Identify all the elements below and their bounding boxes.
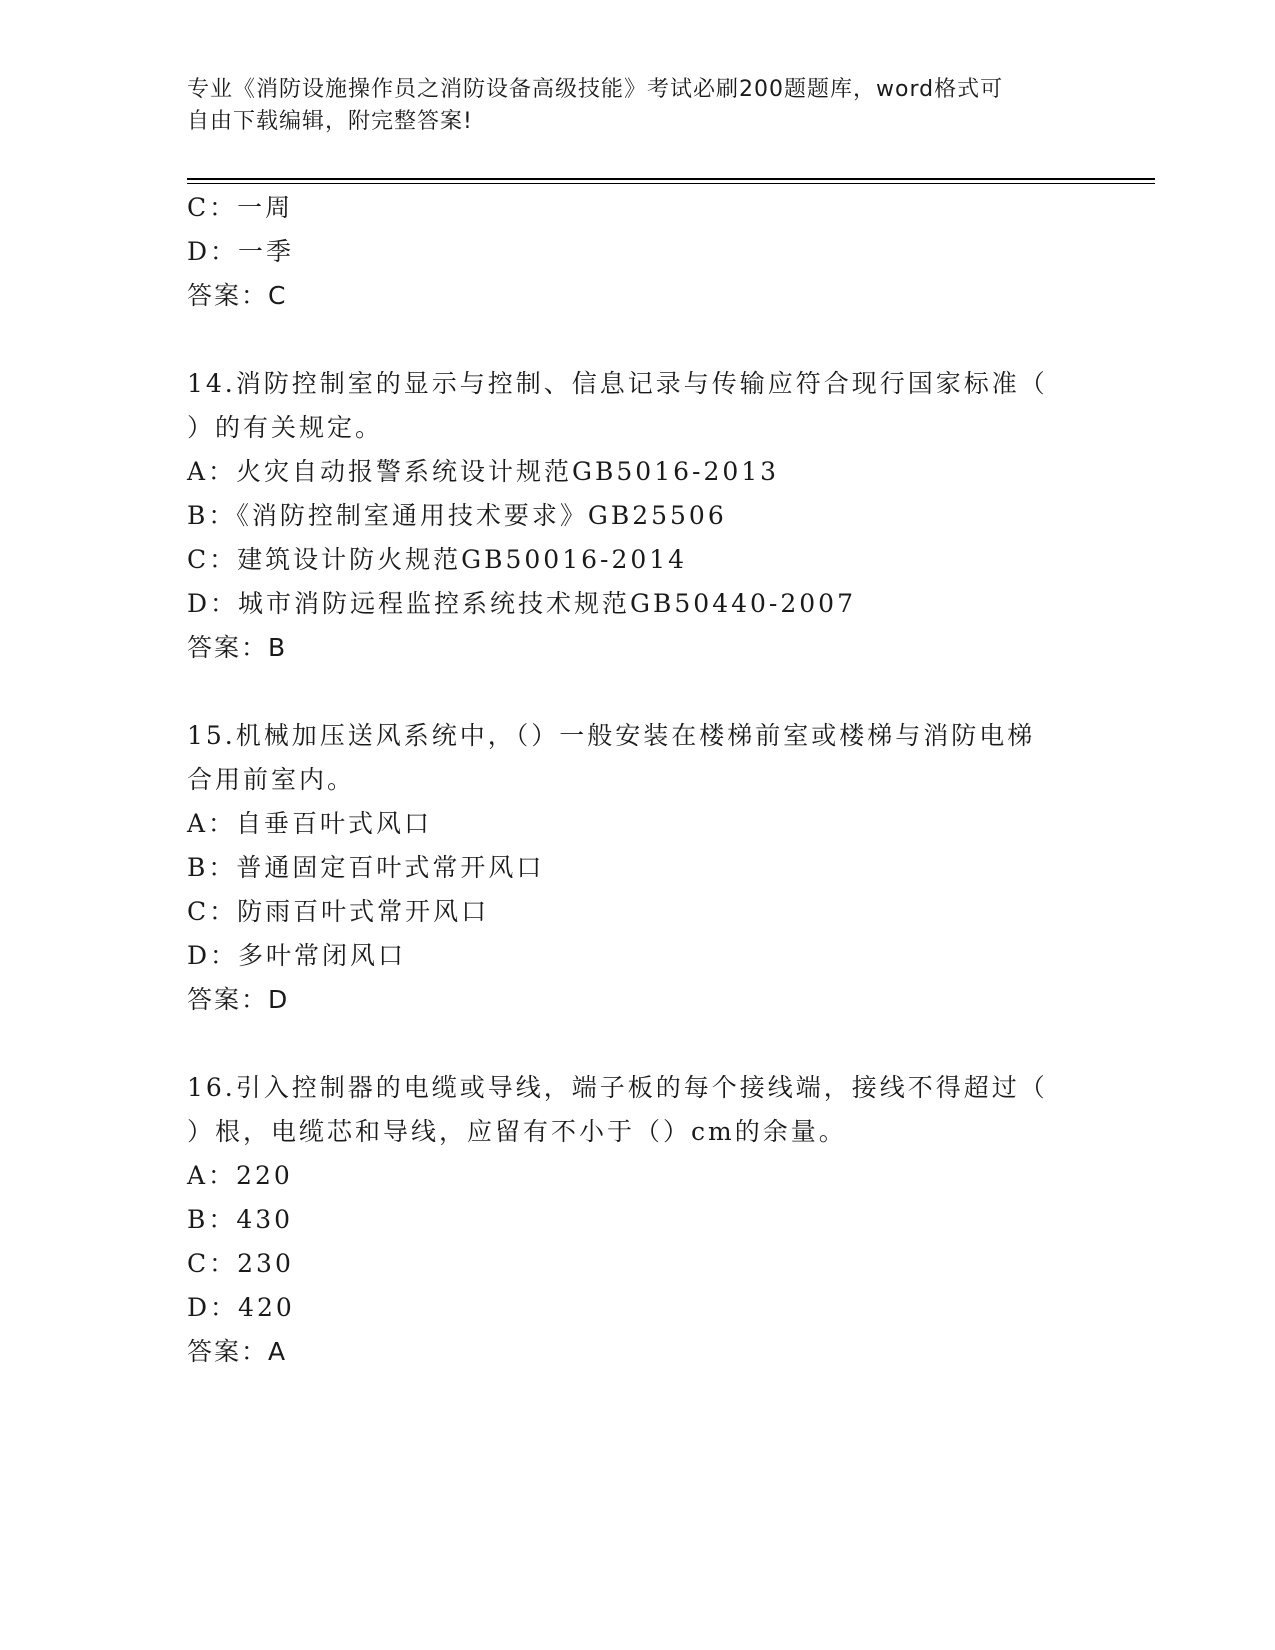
question-15-answer: 答案：D xyxy=(187,985,290,1014)
question-16-stem-line-2: ）根，电缆芯和导线，应留有不小于（）cm的余量。 xyxy=(187,1117,847,1146)
option-d: D：一季 xyxy=(187,237,295,266)
question-16-option-a: A：220 xyxy=(187,1161,293,1190)
answer-label: 答案：C xyxy=(187,281,288,310)
document-header xyxy=(187,74,1067,138)
question-14-option-c: C：建筑设计防火规范GB50016-2014 xyxy=(187,545,688,574)
header-rule-thin xyxy=(187,183,1155,184)
question-15-option-c: C：防雨百叶式常开风口 xyxy=(187,897,490,926)
question-15-option-b: B：普通固定百叶式常开风口 xyxy=(187,853,545,882)
question-15-option-d: D：多叶常闭风口 xyxy=(187,941,407,970)
header-rule-thick xyxy=(187,178,1155,180)
question-14-option-b: B：《消防控制室通用技术要求》GB25506 xyxy=(187,501,727,530)
question-16-answer: 答案：A xyxy=(187,1337,288,1366)
question-15-option-a: A：自垂百叶式风口 xyxy=(187,809,433,838)
option-c: C：一周 xyxy=(187,193,294,222)
question-15-stem-line-1: 15.机械加压送风系统中，（）一般安装在楼梯前室或楼梯与消防电梯 xyxy=(187,721,1036,750)
question-15-stem-line-2: 合用前室内。 xyxy=(187,765,356,794)
header-line-2: 自由下载编辑，附完整答案! xyxy=(187,109,473,134)
question-16-option-c: C：230 xyxy=(187,1249,294,1278)
question-14-option-a: A：火灾自动报警系统设计规范GB5016-2013 xyxy=(187,457,780,486)
question-16-stem-line-1: 16.引入控制器的电缆或导线，端子板的每个接线端，接线不得超过（ xyxy=(187,1073,1048,1102)
question-16-option-b: B：430 xyxy=(187,1205,294,1234)
question-14-answer: 答案：B xyxy=(187,633,288,662)
question-16-option-d: D：420 xyxy=(187,1293,295,1322)
question-14-stem-line-2: ）的有关规定。 xyxy=(187,413,384,442)
header-line-1: 专业《消防设施操作员之消防设备高级技能》考试必刷200题题库，word格式可 xyxy=(187,77,1004,102)
question-14-stem-line-1: 14.消防控制室的显示与控制、信息记录与传输应符合现行国家标准（ xyxy=(187,369,1048,398)
question-14-option-d: D：城市消防远程监控系统技术规范GB50440-2007 xyxy=(187,589,856,618)
